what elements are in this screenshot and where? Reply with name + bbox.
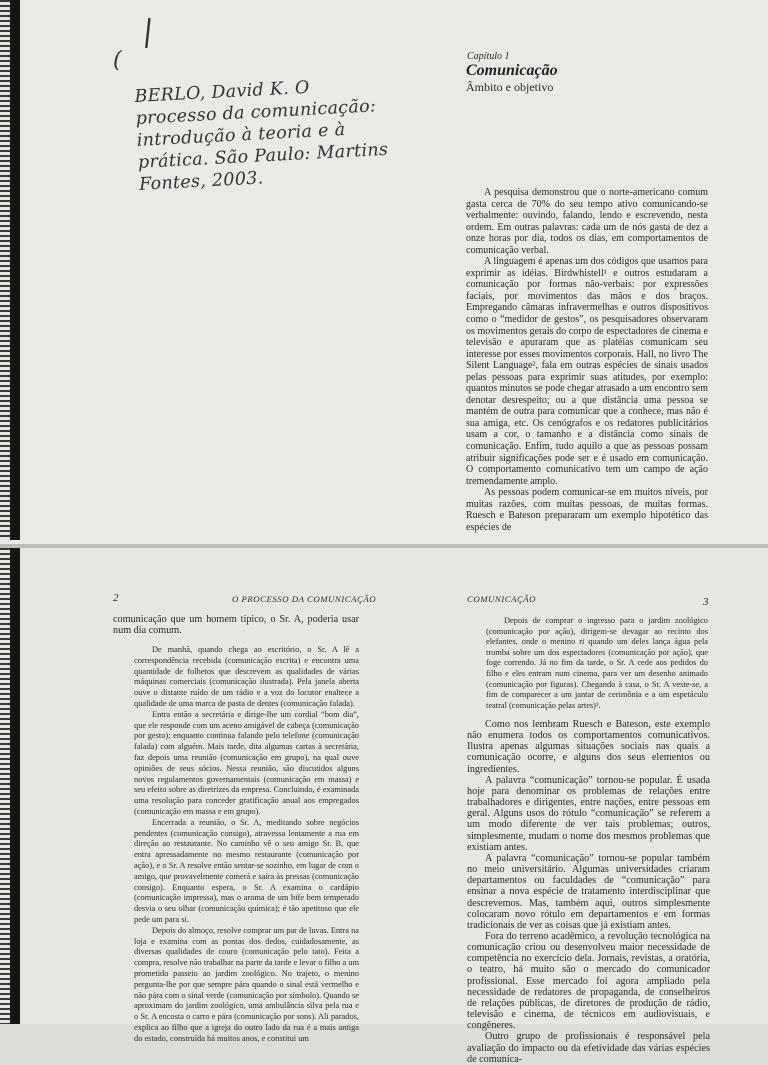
block-quote [134,645,359,1044]
chapter-body [466,187,708,533]
paragraph: As pessoas podem comunicar-se em muitos níveis, por muitas razões, com muitas pessoas, de muitas formas. Ruesch e Bateson prepararam um exemplo hipotético das espécies de [466,487,708,533]
paragraph: Como nos lembram Ruesch e Bateson, este exemplo não enumera todos os comportamentos comunicativos. Ilustra apenas algumas situações sociais nas quais a comunicação ocorre, e alguns dos seus elementos ou ingredientes. [467,719,710,775]
paragraph: Fora do terreno acadêmico, a revolução tecnológica na comunicação criou ou desenvolveu maior necessidade de competência no exercício dela. Jornais, revistas, a oratória, o teatro, há muito são o mercado do comunicador profissional. Esse mercado foi agora ampliado pela necessidade de redatores de propaganda, de conselheiros de relações públicas, de diretores de produção de rádio, televisão e cinema, de técnicos em audiovisuais, e congêneres. [467,930,710,1032]
paragraph: De manhã, quando chega ao escritório, o Sr. A lê a correspondência recebida (comunicação escrita) e encontra uma quantidade de folhetos que descrevem as qualidades de várias máquinas comerciais (comunicação ilustrada). Pela janela aberta ouve o distante ruído de um rádio e a voz do locutor enaltece a qualidade de uma marca de pasta de dentes (comunicação falada). [134,645,359,708]
page-number: 2 [113,592,119,604]
binding-shadow [0,548,22,1024]
paragraph: Depois de comprar o ingresso para o jardim zoológico (comunicação por ação), dirigem-se devagar ao recinto dos elefantes, onde o menino ri quando um deles lança água pela tromba sobre um dos espectadores (comunicação por ação), que foge correndo. Já no fim da tarde, o Sr. A cede aos pedidos do filho e eles entram num cinema, para ver um desenho animado (comunicação por figuras). Chegando à casa, o Sr. A veste-se, a fim de comparecer a um jantar de cerimônia e a um espetáculo teatral (comunicação pelas artes)³. [486,616,708,710]
chapter-title: Comunicação [466,62,558,79]
lead-paragraph [113,614,359,637]
paragraph: Encerrada a reunião, o Sr. A, meditando sobre negócios pendentes (comunicação consigo), atravessa lentamente a rua em direção ao restaurante. No caminho vê o seu amigo Sr. B, que entra apressadamente no mesmo restaurante (comunicação por ação), e o Sr. A resolve então sentar-se sozinho, em lugar de com o amigo, que provavelmente comerá e saíra às pressas (comunicação consigo). Enquanto espera, o Sr. A examina o cardápio (comunicação impressa), mas o aroma de um bife bem temperado desvia o seu olhar (comunicação química); é tão apetitoso que ele pede um para si. [134,817,359,924]
chapter-body [467,719,710,1065]
paragraph: Entra então a secretária e dirige-lhe um cordial “bom dia”, que ele responde com um aceno amigável de cabeça (comunicação por gesto); enquanto continua falando pelo telefone (comunicação falada) com alguém. Mais tarde, dita algumas cartas à secretária, faz depois uma reunião (comunicação em grupo), na qual ouve opiniões de seus sócios. Nessa reunião, são discutidos alguns novos regulamentos governamentais (comunicação em massa) e seu efeito sobre as diretrizes da empresa. Concluindo, é examinada uma resolução para conceder gratificação anual aos empregados (comunicação em massa e em grupo). [134,709,359,816]
running-head: O PROCESSO DA COMUNICAÇÃO [232,594,377,604]
paragraph: A linguagem é apenas um dos códigos que usamos para exprimir as idéias. Birdwhistell¹ e outros estudaram a comunicação por formas não-verbais: por expressões faciais, por movimentos das mãos e dos braços. Empregando câmaras infravermelhas e outros dispositivos como o “medidor de gestos”, os pesquisadores observaram os movimentos gerais do corpo de espectadores de cinema e televisão e apuraram que as platéias comunicam seu interesse por esses movimentos corporais. Hall, no livro The Silent Language², fala em outras espécies de sinais usados pelas pessoas para exprimir suas atitudes, por exemplo: quantos minutos se pode chegar atrasado a um encontro sem denotar desrespeito; ou a que distância uma pessoa se mantém de outra para comunicar que a conhece, mas não é sua amiga, etc. Os cenógrafos e os redatores publicitários usam a cor, o tamanho e a distância como sinais de comunicação. Enfim, tudo aquilo a que as pessoas possam atribuir significações pode ser e é usado em comunicação. O comportamento comunicativo tem um campo de ação tremendamente amplo. [466,256,708,487]
handwritten-citation: BERLO, David K. O processo da comunicação: introdução à teoria e à prática. São Paulo: Martins Fontes, 2003. [134,77,389,195]
block-quote [486,616,708,711]
paragraph: A pesquisa demonstrou que o norte-americano comum gasta cerca de 70% do seu tempo ativo comunicando-se verbalmente: ouvindo, falando, lendo e escrevendo, nesta ordem. Em outras palavras: cada um de nós gasta de dez a onze horas por dia, todos os dias, em comportamentos de comunicação verbal. [466,187,708,256]
chapter-subtitle: Âmbito e objetivo [466,80,554,94]
pen-mark: ( [113,48,122,73]
pen-mark: | [141,13,155,50]
running-head: COMUNICAÇÃO [467,594,537,604]
binding-shadow [0,0,22,540]
paragraph: Outro grupo de profissionais é responsável pela avaliação do impacto ou da efetividade das várias espécies de comunica- [467,1031,710,1065]
page-number: 3 [703,596,709,608]
paragraph: comunicação que um homem típico, o Sr. A, poderia usar num dia comum. [113,614,359,637]
paragraph: Depois do almoço, resolve comprar um par de luvas. Entra na loja e examina com as pontas dos dedos, cuidadosamente, as diversas qualidades de couro (comunicação pelo tato). Feita a compra, resolve não trabalhar na parte da tarde e levar o filho a um prometido passeio ao jardim zoológico. No trajeto, o menino pergunta-lhe por que sempre pára quando o sinal está vermelho e não pára com o sinal verde (comunicação por símbolo). Quando se aproximam do jardim zoológico, uma ambulância silva pela rua e o Sr. A encosta o carro e pára (comunicação por sons). Ali parados, explica ao filho que a igreja do outro lado da rua é a mais antiga do estado, construída há muitos anos, e constitui um [134,925,359,1043]
paragraph: A palavra “comunicação” tornou-se popular também no meio universitário. Algumas universidades criaram departamentos ou faculdades de “comunicação” para ensinar a nova espécie de tratamento interdisciplinar que descrevemos. Mas, também aqui, outros simplesmente colocaram novo rótulo em departamentos e em formas tradicionais de ver as coisas que já existiam antes. [467,852,710,931]
paragraph: A palavra “comunicação” tornou-se popular. É usada hoje para denominar os problemas de relações entre trabalhadores e dirigentes, entre nações, entre pessoas em geral. Alguns usos do rótulo “comunicação” se referem a um modo diferente de ver tais problemas; outros, simplesmente, mudam o nome dos mesmos problemas que existiam antes. [467,774,710,853]
chapter-label: Capítulo 1 [467,51,510,62]
